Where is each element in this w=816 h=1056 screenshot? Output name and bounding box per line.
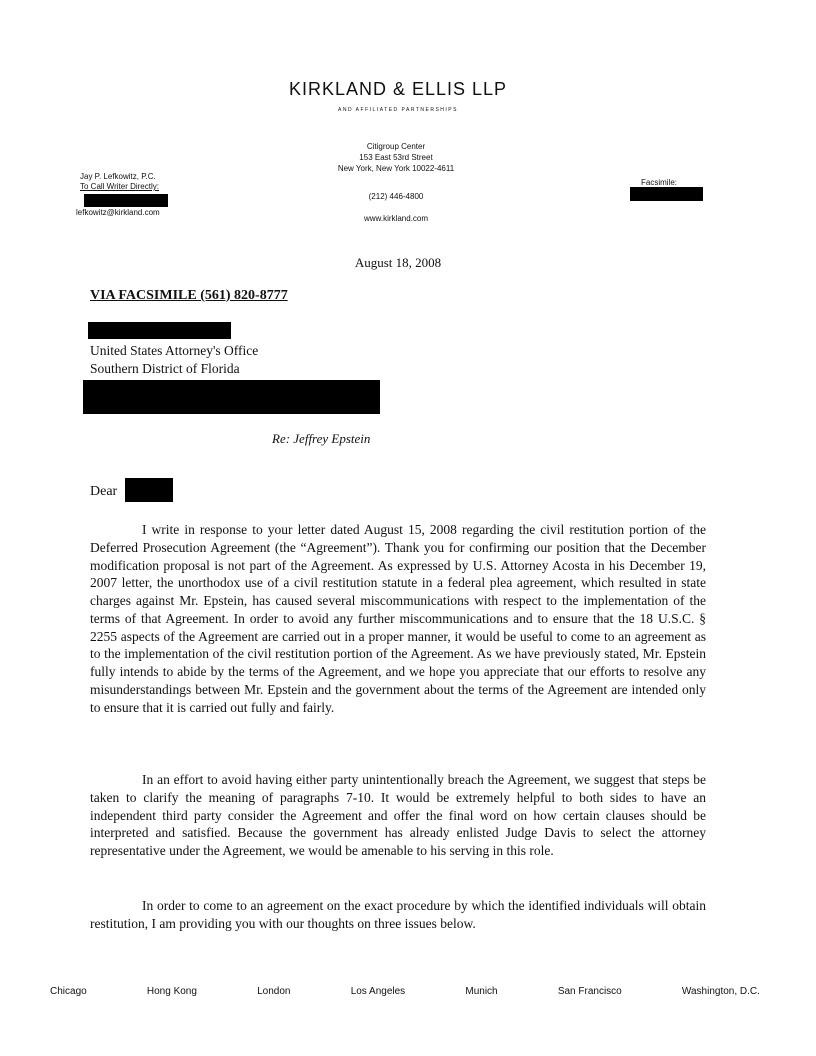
address-line: New York, New York 10022-4611 <box>337 164 455 173</box>
body-paragraph: I write in response to your letter dated August 15, 2008 regarding the civil restitution portion of the Deferred Prosecution Agreement (the “Agreement”). Thank you for confirming our position that the December modification proposal is not part of the Agreement. As expressed by U.S. Attorney Acosta in his December 19, 2007 letter, the unorthodox use of a civil restitution statute in a federal plea agreement, which resulted in state charges against Mr. Epstein, has caused several miscommunications with respect to the implementation of the terms of that Agreement. In order to avoid any further miscommunications and to ensure that the 18 U.S.C. § 2255 aspects of the Agreement are carried out in a proper manner, it would be useful to come to an agreement as to the implementation of the civil restitution portion of the Agreement. As we have previously stated, Mr. Epstein fully intends to abide by the terms of the Agreement, and we hope you appreciate that our efforts to resolve any misunderstandings between Mr. Epstein and the government about the terms of the Agreement are intended only to ensure that it is carried out fully and fairly. <box>90 522 706 715</box>
redaction-bar <box>125 478 173 502</box>
office-city: San Francisco <box>557 986 622 997</box>
firm-website: www.kirkland.com <box>363 214 428 223</box>
office-city: Hong Kong <box>146 986 197 997</box>
address-line: 153 East 53rd Street <box>359 153 433 162</box>
redaction-bar <box>630 187 703 201</box>
salutation: Dear <box>90 484 118 499</box>
writer-email: lefkowitz@kirkland.com <box>76 208 160 217</box>
office-city: Los Angeles <box>350 986 406 997</box>
recipient-address <box>90 342 258 378</box>
firm-name: KIRKLAND & ELLIS LLP <box>288 79 508 99</box>
writer-name: Jay P. Lefkowitz, P.C. <box>80 172 156 181</box>
call-writer-label: To Call Writer Directly: <box>80 182 159 191</box>
facsimile-label: Facsimile: <box>641 178 678 187</box>
letter-date: August 18, 2008 <box>354 255 442 270</box>
body-paragraph: In order to come to an agreement on the exact procedure by which the identified individuals will obtain restitution, I am providing you with our thoughts on three issues below. <box>90 898 706 931</box>
office-city: Munich <box>465 986 498 997</box>
redaction-bar <box>83 380 380 414</box>
redaction-bar <box>88 322 231 339</box>
writer-block <box>80 172 159 192</box>
recipient-line: Southern District of Florida <box>90 361 240 376</box>
redaction-bar <box>84 194 168 207</box>
office-locations-footer <box>50 986 760 997</box>
office-city: Washington, D.C. <box>681 986 760 997</box>
address-line: Citigroup Center <box>366 142 426 151</box>
firm-affiliation: AND AFFILIATED PARTNERSHIPS <box>338 107 458 113</box>
via-facsimile-line: VIA FACSIMILE (561) 820-8777 <box>90 288 288 303</box>
re-line: Re: Jeffrey Epstein <box>272 431 371 446</box>
office-city: Chicago <box>50 986 87 997</box>
firm-address <box>296 141 496 174</box>
body-paragraph: In an effort to avoid having either party unintentionally breach the Agreement, we suggest that steps be taken to clarify the meaning of paragraphs 7-10. It would be extremely helpful to both sides to have an independent third party consider the Agreement and offer the final word on how certain clauses should be interpreted and satisfied. Because the government has already enlisted Judge Davis to select the attorney representative under the Agreement, we would be amenable to his serving in this role. <box>90 772 706 858</box>
recipient-line: United States Attorney's Office <box>90 343 259 358</box>
firm-phone: (212) 446-4800 <box>368 192 424 201</box>
office-city: London <box>257 986 291 997</box>
